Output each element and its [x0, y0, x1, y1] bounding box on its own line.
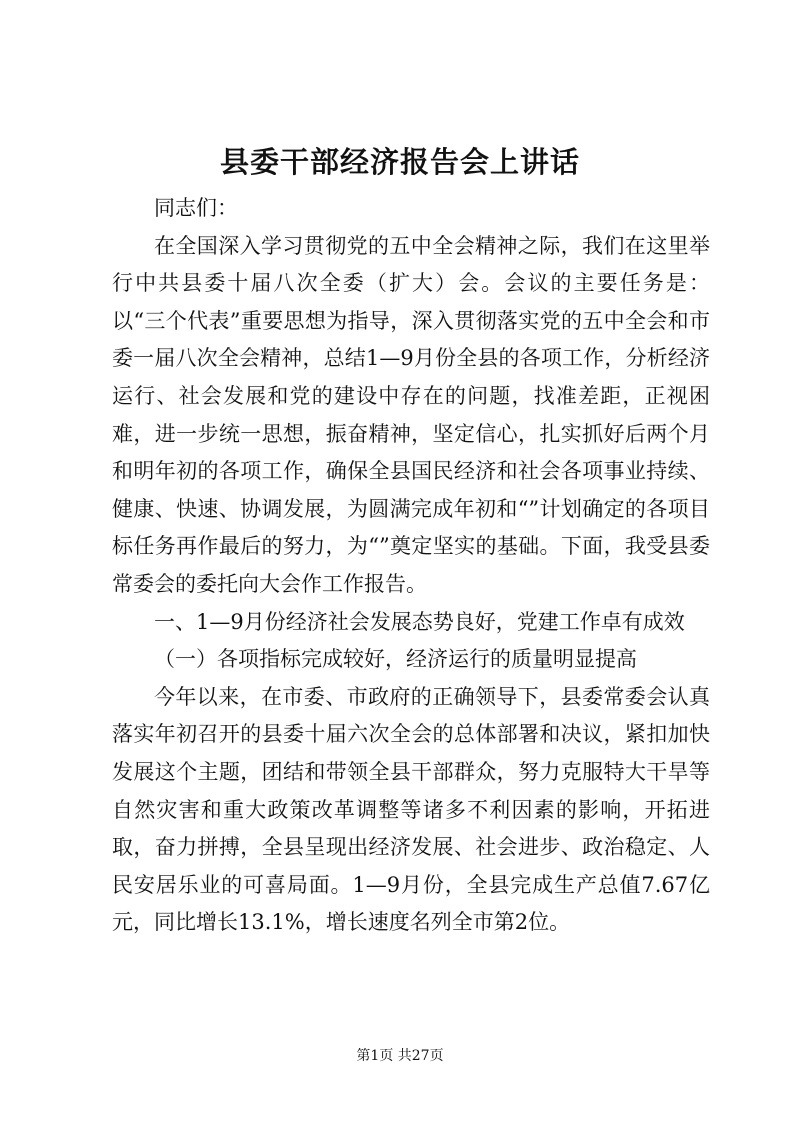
document-body: [112, 190, 710, 942]
greeting: 同志们：: [154, 196, 238, 220]
section-heading-1: 一、1—9月份经济社会发展态势良好，党建工作卓有成效: [154, 609, 685, 634]
paragraph-progress: 今年以来，在市委、市政府的正确领导下，县委常委会认真落实年初召开的县委十届六次全会的总体部署和决议，紧扣加快发展这个主题，团结和带领全县干部群众，努力克服特大干旱等自然灾害和重大政策改革调整等诸多不利因素的影响，开拓进取，奋力拼搏，全县呈现出经济发展、社会进步、政治稳定、人民安居乐业的可喜局面。1—9月份，全县完成生产总值7.67亿元，同比增长13.1%，增长速度名列全市第2位。: [112, 684, 710, 935]
document-title: 县委干部经济报告会上讲话: [219, 145, 580, 179]
subsection-heading-1: （一）各项指标完成较好，经济运行的质量明显提高: [154, 647, 637, 672]
page-footer: 第1页 共27页: [356, 1048, 444, 1064]
paragraph-intro: 在全国深入学习贯彻党的五中全会精神之际，我们在这里举行中共县委十届八次全委（扩大）会。会议的主要任务是：以“三个代表”重要思想为指导，深入贯彻落实党的五中全会和市委一届八次全会精神，总结1—9月份全县的各项工作，分析经济运行、社会发展和党的建设中存在的问题，找准差距，正视困难，进一步统一思想，振奋精神，坚定信心，扎实抓好后两个月和明年初的各项工作，确保全县国民经济和社会各项事业持续、健康、快速、协调发展，为圆满完成年初和“”计划确定的各项目标任务再作最后的努力，为“”奠定坚实的基础。下面，我受县委常委会的委托向大会作工作报告。: [112, 233, 710, 596]
